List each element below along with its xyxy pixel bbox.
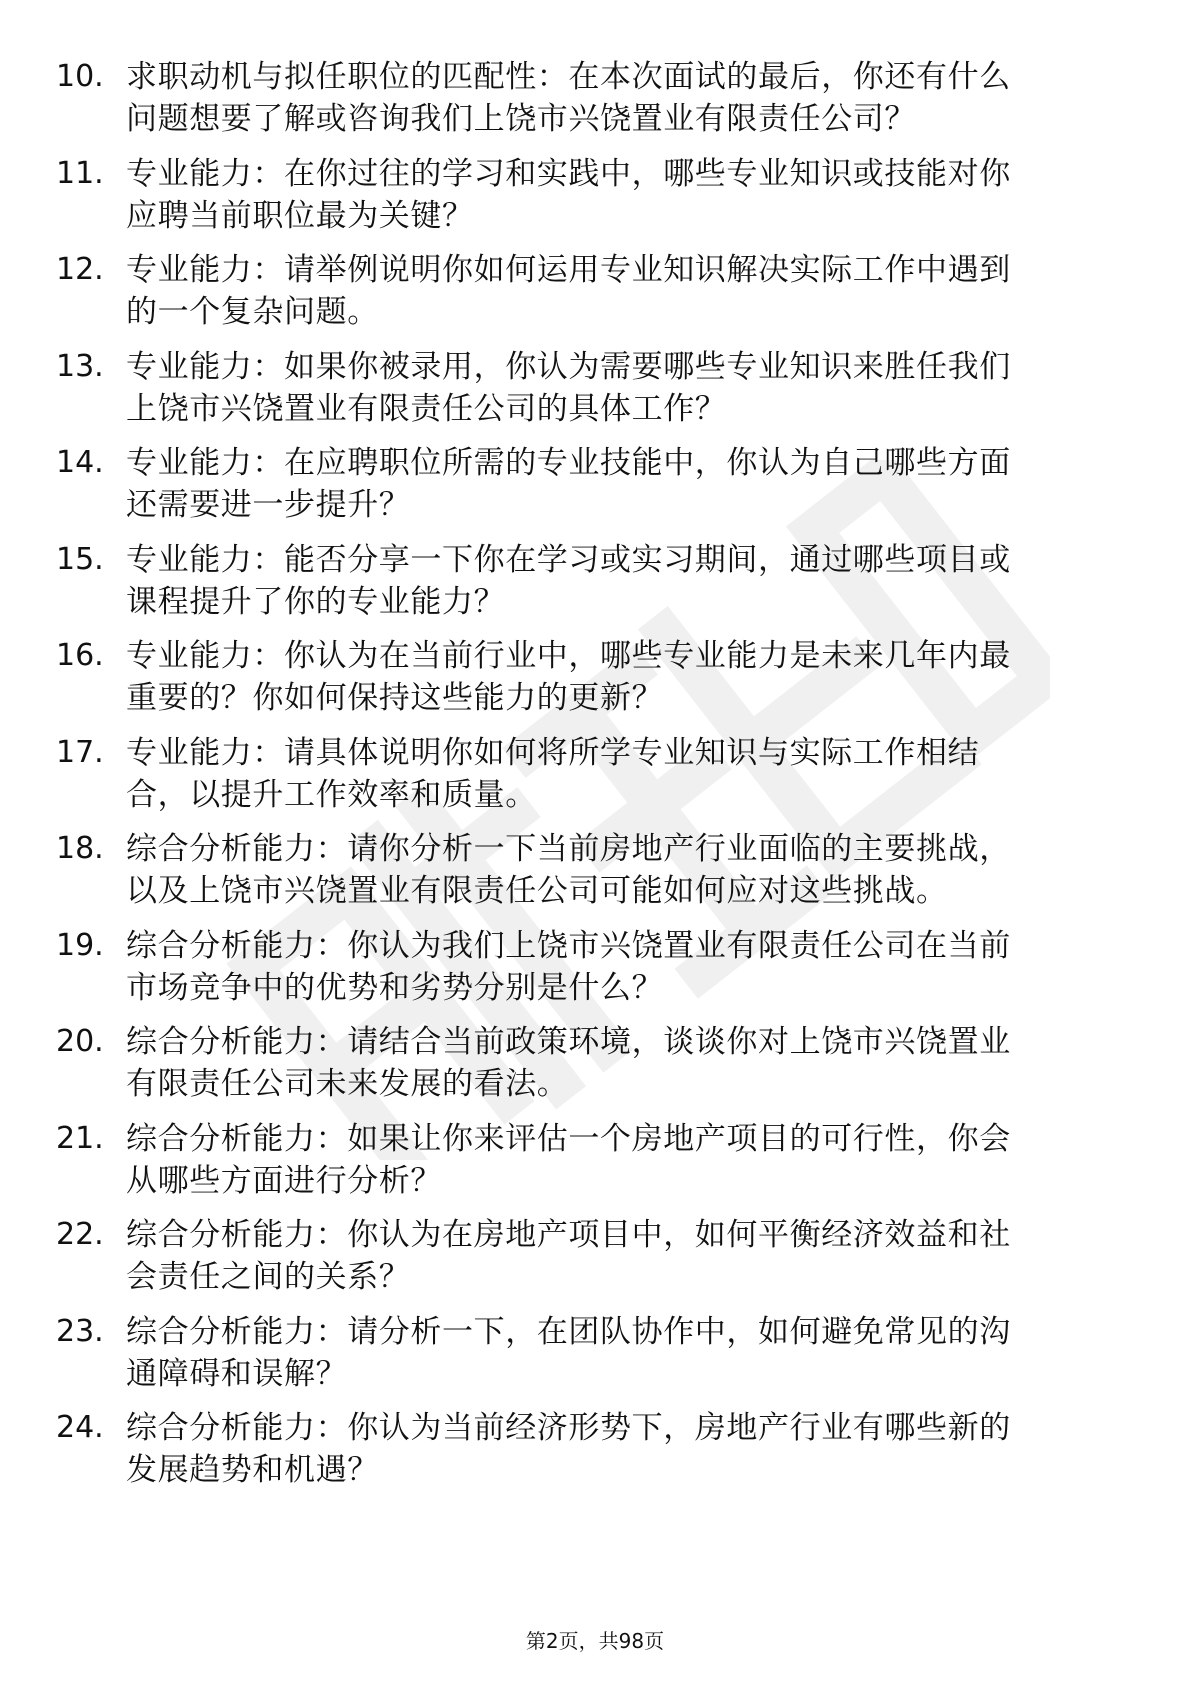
question-text: 综合分析能力：你认为在房地产项目中，如何平衡经济效益和社 会责任之间的关系？ bbox=[126, 1217, 1011, 1295]
question-item bbox=[56, 442, 1116, 539]
question-item bbox=[56, 1311, 1116, 1408]
question-item bbox=[56, 828, 1116, 925]
question-item bbox=[56, 925, 1116, 1022]
question-number: 11. bbox=[56, 155, 104, 191]
question-text: 综合分析能力：请结合当前政策环境，谈谈你对上饶市兴饶置业 有限责任公司未来发展的看法。 bbox=[126, 1024, 1011, 1102]
question-number: 15. bbox=[56, 541, 104, 577]
question-item bbox=[56, 56, 1116, 153]
question-number: 14. bbox=[56, 445, 104, 480]
question-item bbox=[56, 153, 1116, 250]
question-number: 16. bbox=[56, 638, 104, 673]
question-text: 专业能力：在你过往的学习和实践中，哪些专业知识或技能对你 应聘当前职位最为关键？ bbox=[126, 155, 1011, 234]
question-number: 20. bbox=[56, 1024, 104, 1059]
question-number: 23. bbox=[56, 1313, 104, 1349]
question-item bbox=[56, 346, 1116, 443]
question-text: 综合分析能力：请你分析一下当前房地产行业面临的主要挑战， 以及上饶市兴饶置业有限责任公司可能如何应对这些挑战。 bbox=[126, 831, 1011, 909]
question-number: 17. bbox=[56, 734, 104, 770]
question-text: 综合分析能力：你认为当前经济形势下，房地产行业有哪些新的 发展趋势和机遇？ bbox=[126, 1410, 1011, 1488]
question-item bbox=[56, 635, 1116, 732]
question-item bbox=[56, 732, 1116, 829]
question-text: 专业能力：请具体说明你如何将所学专业知识与实际工作相结 合，以提升工作效率和质量。 bbox=[126, 734, 980, 813]
question-item bbox=[56, 1214, 1116, 1311]
question-number: 21. bbox=[56, 1120, 104, 1156]
question-text: 综合分析能力：你认为我们上饶市兴饶置业有限责任公司在当前 市场竞争中的优势和劣势分别是什么？ bbox=[126, 927, 1011, 1006]
question-list bbox=[56, 56, 1116, 1504]
question-item bbox=[56, 1407, 1116, 1504]
question-text: 综合分析能力：如果让你来评估一个房地产项目的可行性，你会 从哪些方面进行分析？ bbox=[126, 1120, 1011, 1199]
question-item bbox=[56, 539, 1116, 636]
question-text: 专业能力：能否分享一下你在学习或实习期间，通过哪些项目或 课程提升了你的专业能力？ bbox=[126, 541, 1011, 620]
question-number: 24. bbox=[56, 1410, 104, 1445]
question-number: 22. bbox=[56, 1217, 104, 1252]
question-text: 专业能力：如果你被录用，你认为需要哪些专业知识来胜任我们 上饶市兴饶置业有限责任公司的具体工作？ bbox=[126, 348, 1011, 427]
question-text: 综合分析能力：请分析一下，在团队协作中，如何避免常见的沟 通障碍和误解？ bbox=[126, 1313, 1011, 1392]
question-number: 12. bbox=[56, 252, 104, 287]
question-text: 求职动机与拟任职位的匹配性：在本次面试的最后，你还有什么 问题想要了解或咨询我们上饶市兴饶置业有限责任公司？ bbox=[126, 59, 1011, 137]
question-text: 专业能力：在应聘职位所需的专业技能中，你认为自己哪些方面 还需要进一步提升？ bbox=[126, 445, 1011, 523]
question-number: 18. bbox=[56, 831, 104, 866]
question-text: 专业能力：请举例说明你如何运用专业知识解决实际工作中遇到 的一个复杂问题。 bbox=[126, 252, 1011, 330]
question-number: 13. bbox=[56, 348, 104, 384]
page-footer: 第2页，共98页 bbox=[525, 1629, 665, 1653]
question-item bbox=[56, 1118, 1116, 1215]
question-number: 19. bbox=[56, 927, 104, 963]
question-item bbox=[56, 1021, 1116, 1118]
question-text: 专业能力：你认为在当前行业中，哪些专业能力是未来几年内最 重要的？你如何保持这些能力的更新？ bbox=[126, 638, 1011, 716]
question-number: 10. bbox=[56, 59, 104, 94]
question-item bbox=[56, 249, 1116, 346]
